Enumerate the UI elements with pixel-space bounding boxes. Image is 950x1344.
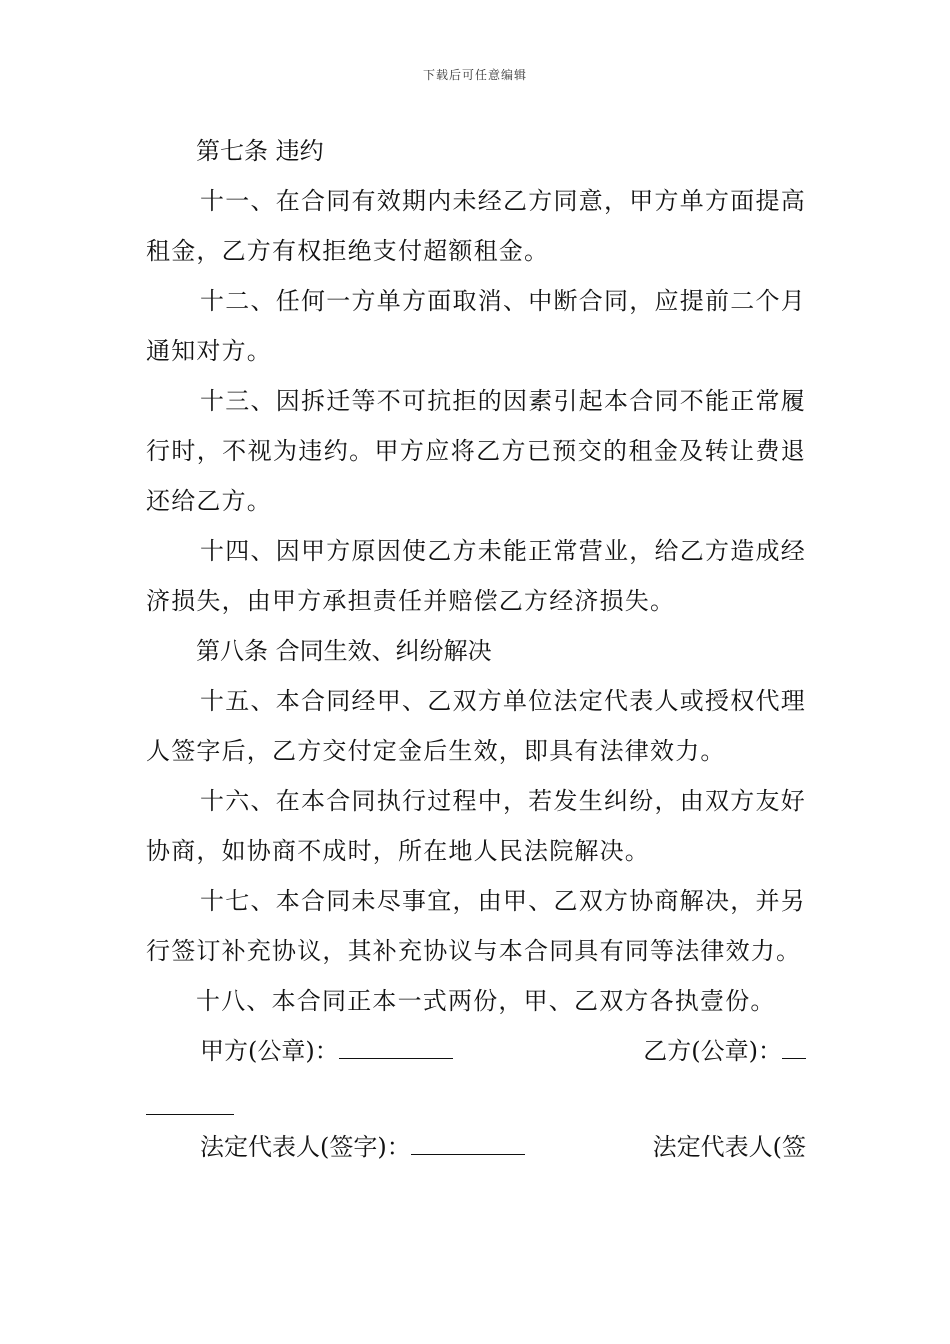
party-b-seal-blank-continued (146, 1076, 806, 1122)
party-a-seal-blank[interactable] (339, 1030, 453, 1059)
clause-15: 十五、本合同经甲、乙双方单位法定代表人或授权代理人签字后，乙方交付定金后生效，即具有法律效力。 (146, 687, 806, 765)
clause-12: 十二、任何一方单方面取消、中断合同，应提前二个月通知对方。 (146, 287, 806, 365)
party-a-seal-label: 甲方(公章)： (200, 1037, 339, 1065)
party-a-seal (200, 1026, 453, 1076)
party-a-rep-blank[interactable] (411, 1126, 525, 1155)
party-b-seal-blank-wrap[interactable] (146, 1086, 234, 1115)
party-a-rep-label: 法定代表人(签字)： (200, 1133, 411, 1161)
representative-signature-row (146, 1122, 806, 1172)
party-b-seal-label: 乙方(公章)： (643, 1037, 782, 1065)
party-b-seal (643, 1026, 806, 1076)
seal-signature-row (146, 1026, 806, 1076)
clause-13: 十三、因拆迁等不可抗拒的因素引起本合同不能正常履行时，不视为违约。甲方应将乙方已预交的租金及转让费退还给乙方。 (146, 387, 806, 515)
party-b-rep (653, 1122, 806, 1172)
clause-18: 十八、本合同正本一式两份，甲、乙双方各执壹份。 (196, 987, 776, 1015)
clause-11: 十一、在合同有效期内未经乙方同意，甲方单方面提高租金，乙方有权拒绝支付超额租金。 (146, 187, 806, 265)
clause-16: 十六、在本合同执行过程中，若发生纠纷，由双方友好协商，如协商不成时，所在地人民法院解决。 (146, 787, 806, 865)
party-b-seal-blank[interactable] (782, 1030, 806, 1059)
party-a-rep (200, 1122, 525, 1172)
article-7-title: 第七条 违约 (196, 137, 324, 165)
clause-17: 十七、本合同未尽事宜，由甲、乙双方协商解决，并另行签订补充协议，其补充协议与本合同具有同等法律效力。 (146, 887, 806, 965)
clause-14: 十四、因甲方原因使乙方未能正常营业，给乙方造成经济损失，由甲方承担责任并赔偿乙方经济损失。 (146, 537, 806, 615)
page-header-note: 下载后可任意编辑 (422, 68, 527, 82)
party-b-rep-label: 法定代表人(签 (652, 1133, 806, 1161)
contract-body (146, 126, 806, 1172)
article-8-title: 第八条 合同生效、纠纷解决 (196, 637, 492, 665)
